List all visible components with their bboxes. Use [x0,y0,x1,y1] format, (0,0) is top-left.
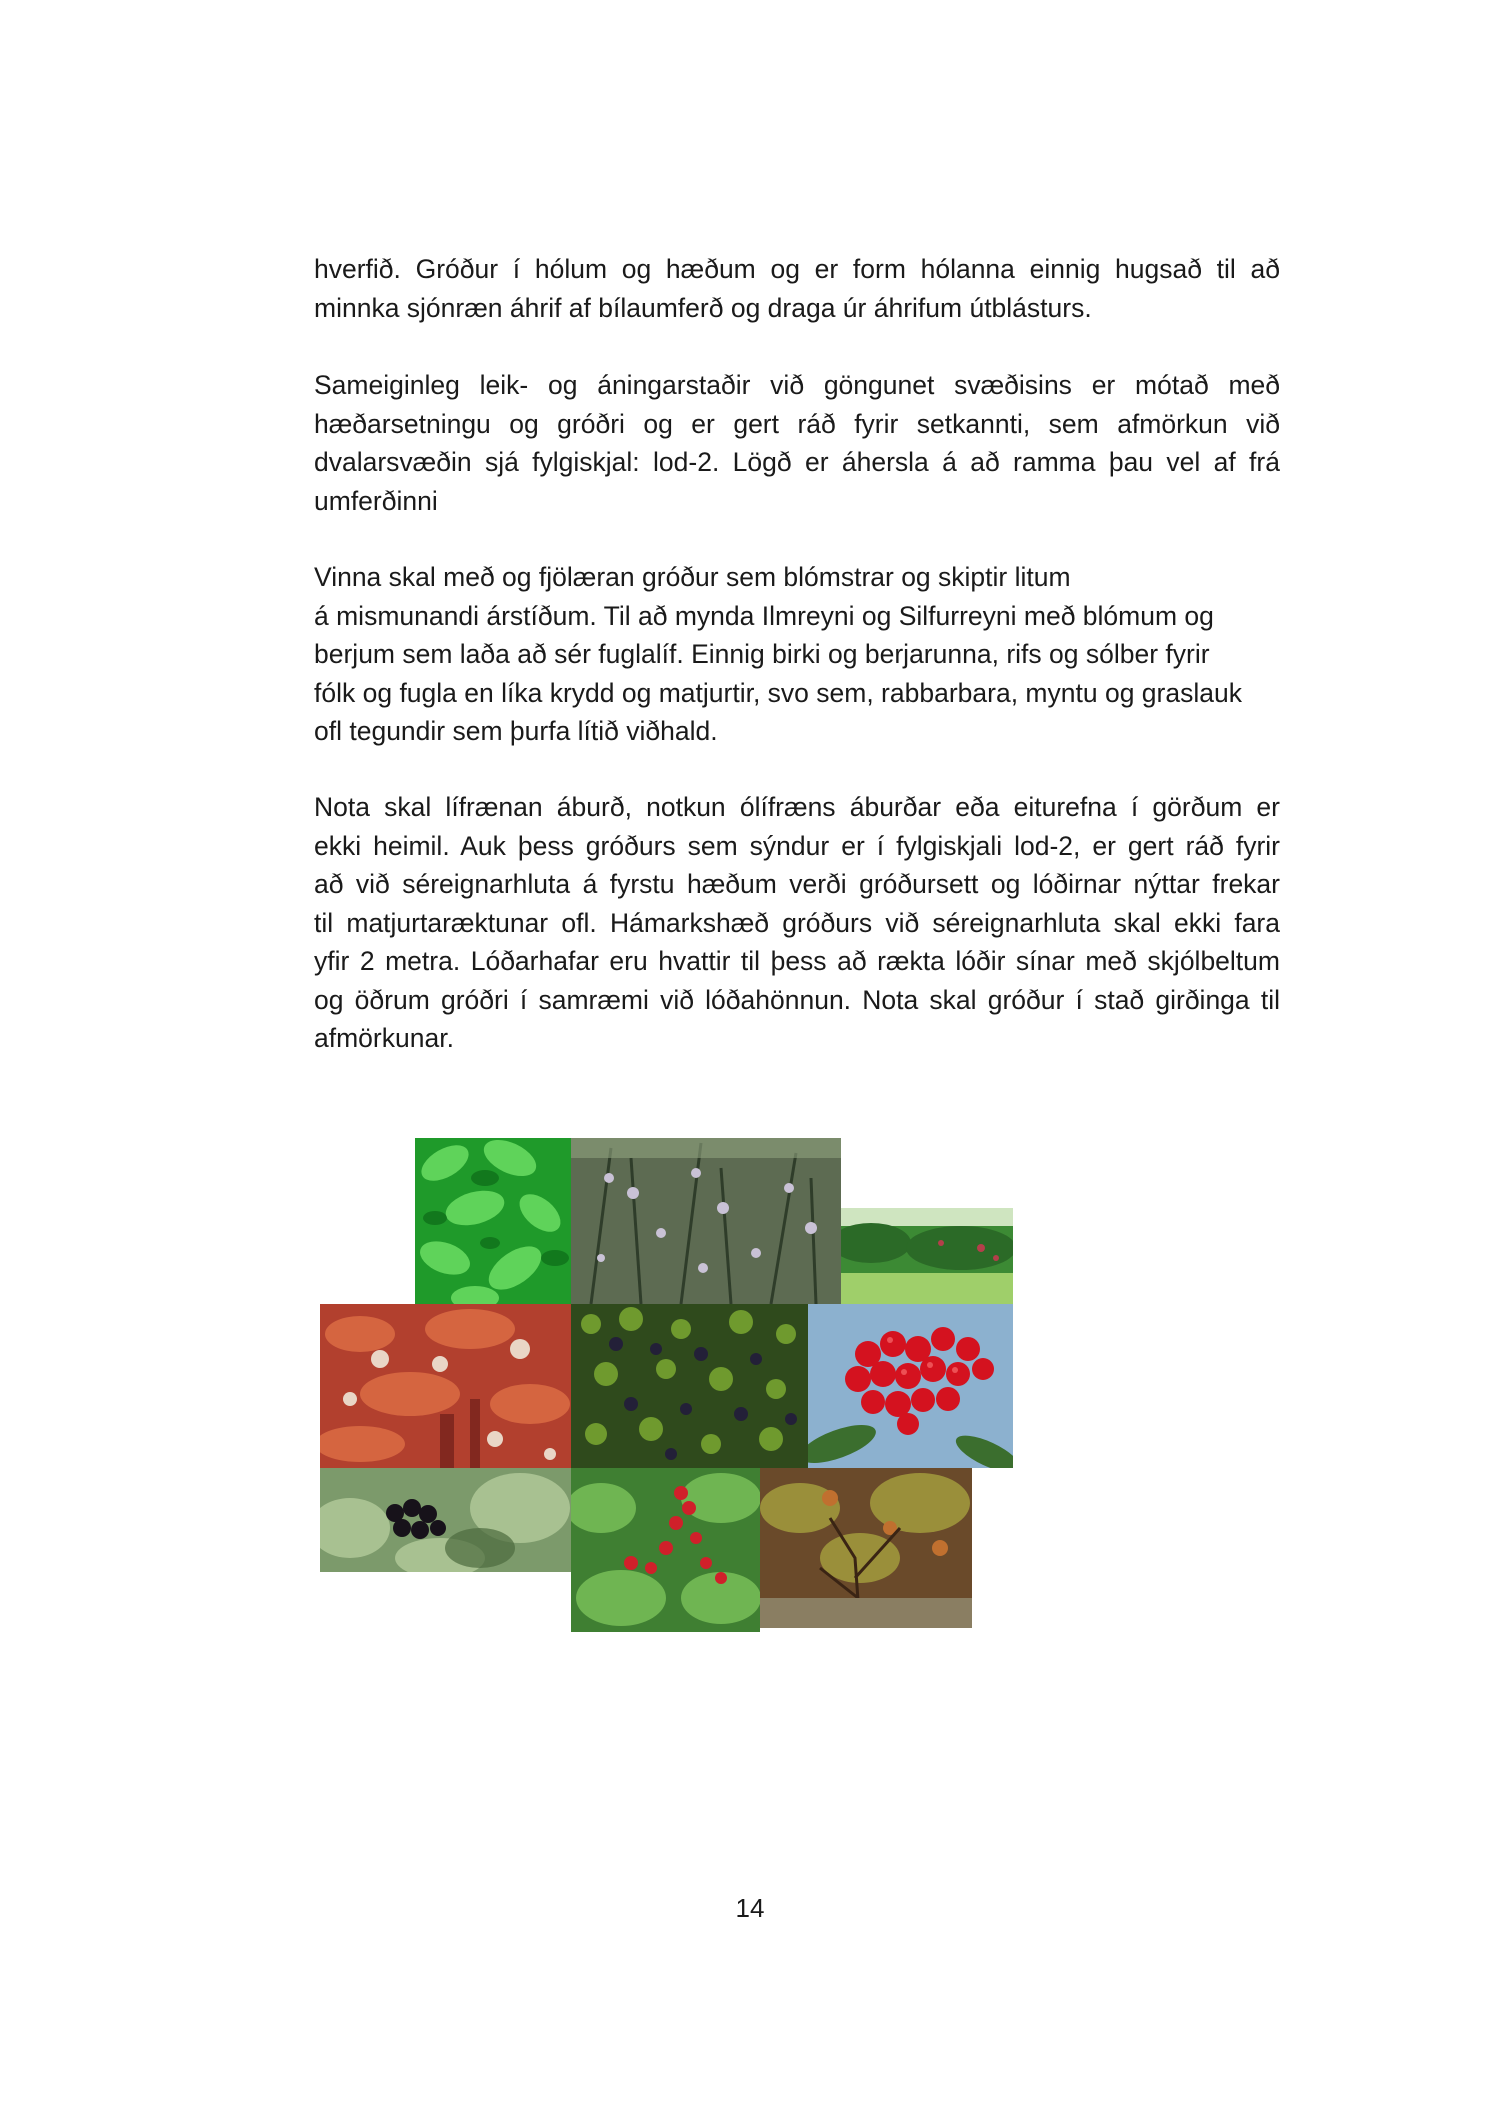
paragraph-line: yfir 2 metra. Lóðarhafar eru hvattir til þess að rækta lóðir sínar með skjólbeltum [314,946,1280,976]
paragraph-line: ekki heimil. Auk þess gróðurs sem sýndur er í fylgiskjali lod-2, er gert ráð fyrir [314,830,1280,861]
paragraph-line: minnka sjónræn áhrif af bílaumferð og draga úr áhrifum útblásturs. [314,292,1092,323]
paragraph-line: Vinna skal með og fjölæran gróður sem blómstrar og skiptir litum [314,562,1071,592]
paragraph-1 [314,250,1280,327]
paragraph-4 [314,788,1280,1058]
paragraph-line: ofl tegundir sem þurfa lítið viðhald. [314,716,718,746]
paragraph-line: Nota skal lífrænan áburð, notkun ólífræns áburðar eða eiturefna í görðum er [314,792,1280,822]
photo-birch-shrub [760,1468,972,1628]
paragraph-2 [314,366,1280,520]
paragraph-line: fólk og fugla en líka krydd og matjurtir, svo sem, rabbarbara, myntu og graslauk [314,677,1242,708]
paragraph-line: umferðinni [314,485,438,516]
photo-redcurrant [571,1468,760,1632]
photo-red-rowan-foliage [320,1304,571,1468]
photo-blackcurrant [320,1468,571,1572]
paragraph-line: dvalarsvæðin sjá fylgiskjal: lod-2. Lögð er áhersla á að ramma þau vel af frá [314,447,1280,477]
paragraph-line: hæðarsetningu og gróðri og er gert ráð fyrir setkannti, sem afmörkun við [314,408,1280,439]
photo-crowberry [571,1304,808,1468]
page-number: 14 [735,1893,765,1923]
paragraph-line: á mismunandi árstíðum. Til að mynda Ilmreyni og Silfurreyni með blómum og [314,600,1214,631]
paragraph-line: berjum sem laða að sér fuglalíf. Einnig birki og berjarunna, rifs og sólber fyrir [314,639,1210,669]
photo-rosemary [571,1138,841,1304]
photo-mint [415,1138,571,1304]
paragraph-line: til matjurtaræktunar ofl. Hámarkshæð gróðurs við séreignarhluta skal ekki fara [314,907,1280,938]
paragraph-line: afmörkunar. [314,1023,454,1053]
paragraph-line: hverfið. Gróður í hólum og hæðum og er form hólanna einnig hugsað til að [314,254,1280,284]
paragraph-line: að við séreignarhluta á fyrstu hæðum verði gróðursett og lóðirnar nýttar frekar [314,869,1280,899]
paragraph-3 [314,558,1280,751]
paragraph-line: Sameiginleg leik- og áningarstaðir við göngunet svæðisins er mótað með [314,370,1280,400]
photo-green-shrubs [841,1208,1013,1304]
photo-red-rowan-berries [808,1304,1013,1468]
paragraph-line: og öðrum gróðri í samræmi við lóðahönnun. Nota skal gróður í stað girðinga til [314,984,1280,1015]
